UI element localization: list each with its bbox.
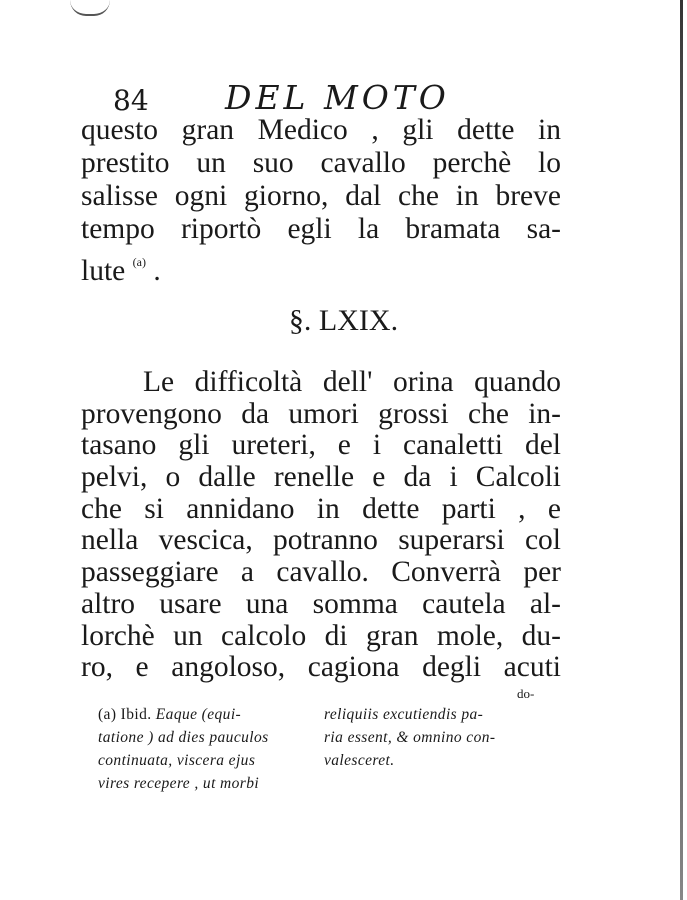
section-heading: §. LXIX.: [288, 304, 399, 337]
text-line: altro usare una somma cautela al-: [81, 587, 561, 620]
text-line: tempo riportò egli la bramata sa-: [81, 213, 561, 245]
paragraph-continuation: [81, 114, 561, 287]
text-line: nella vescica, potranno superarsi col: [81, 524, 561, 557]
page-edge-shadow: [680, 0, 683, 900]
text-line-last: [81, 246, 561, 287]
text-line: provengono da umori grossi che in-: [81, 397, 561, 430]
text-line: questo gran Medico , gli dette in: [81, 114, 561, 146]
text-line: passeggiare a cavallo. Converrà per: [81, 556, 561, 589]
text-line: lorchè un calcolo di gran mole, du-: [81, 619, 561, 652]
footnote-label: (a) Ibid.: [98, 706, 152, 723]
footnote-text: Eaque (equi-: [151, 706, 242, 723]
text-line: prestito un suo cavallo perchè lo: [81, 147, 561, 179]
text-line: Le difficoltà dell' orina quando: [143, 366, 561, 398]
page-edge-decoration: [70, 0, 110, 16]
text-line: tasano gli ureteri, e i canaletti del: [81, 429, 561, 462]
footnote-line: vires recepere , ut morbi: [98, 775, 260, 792]
running-title: DEL MOTO: [225, 78, 450, 117]
text-line: che si annidano in dette parti , e: [81, 492, 561, 525]
footnote-line: tatione ) ad dies pauculos: [98, 729, 269, 746]
footnote-right-column: [324, 703, 558, 772]
text-line: ro, e angoloso, cagiona degli acuti: [81, 651, 561, 684]
footnote-reference: (a): [132, 255, 146, 269]
footnote-line: [98, 703, 313, 726]
text-fragment: .: [145, 255, 161, 287]
page-number: 84: [113, 84, 149, 117]
footnote-line: valesceret.: [324, 752, 395, 769]
footnote-line: continuata, viscera ejus: [98, 752, 256, 769]
text-line: salisse ogni giorno, dal che in breve: [81, 180, 561, 212]
text-fragment: lute: [81, 255, 126, 287]
footnote-line: ria essent, & omnino con-: [324, 729, 496, 746]
catchword: do-: [517, 686, 535, 701]
footnote-left-column: [98, 703, 313, 795]
page-header: [113, 78, 533, 118]
paragraph-section-lxix: [81, 367, 561, 684]
text-line: pelvi, o dalle renelle e da i Calcoli: [81, 461, 561, 494]
footnote-line: reliquiis excutiendis pa-: [324, 706, 484, 723]
